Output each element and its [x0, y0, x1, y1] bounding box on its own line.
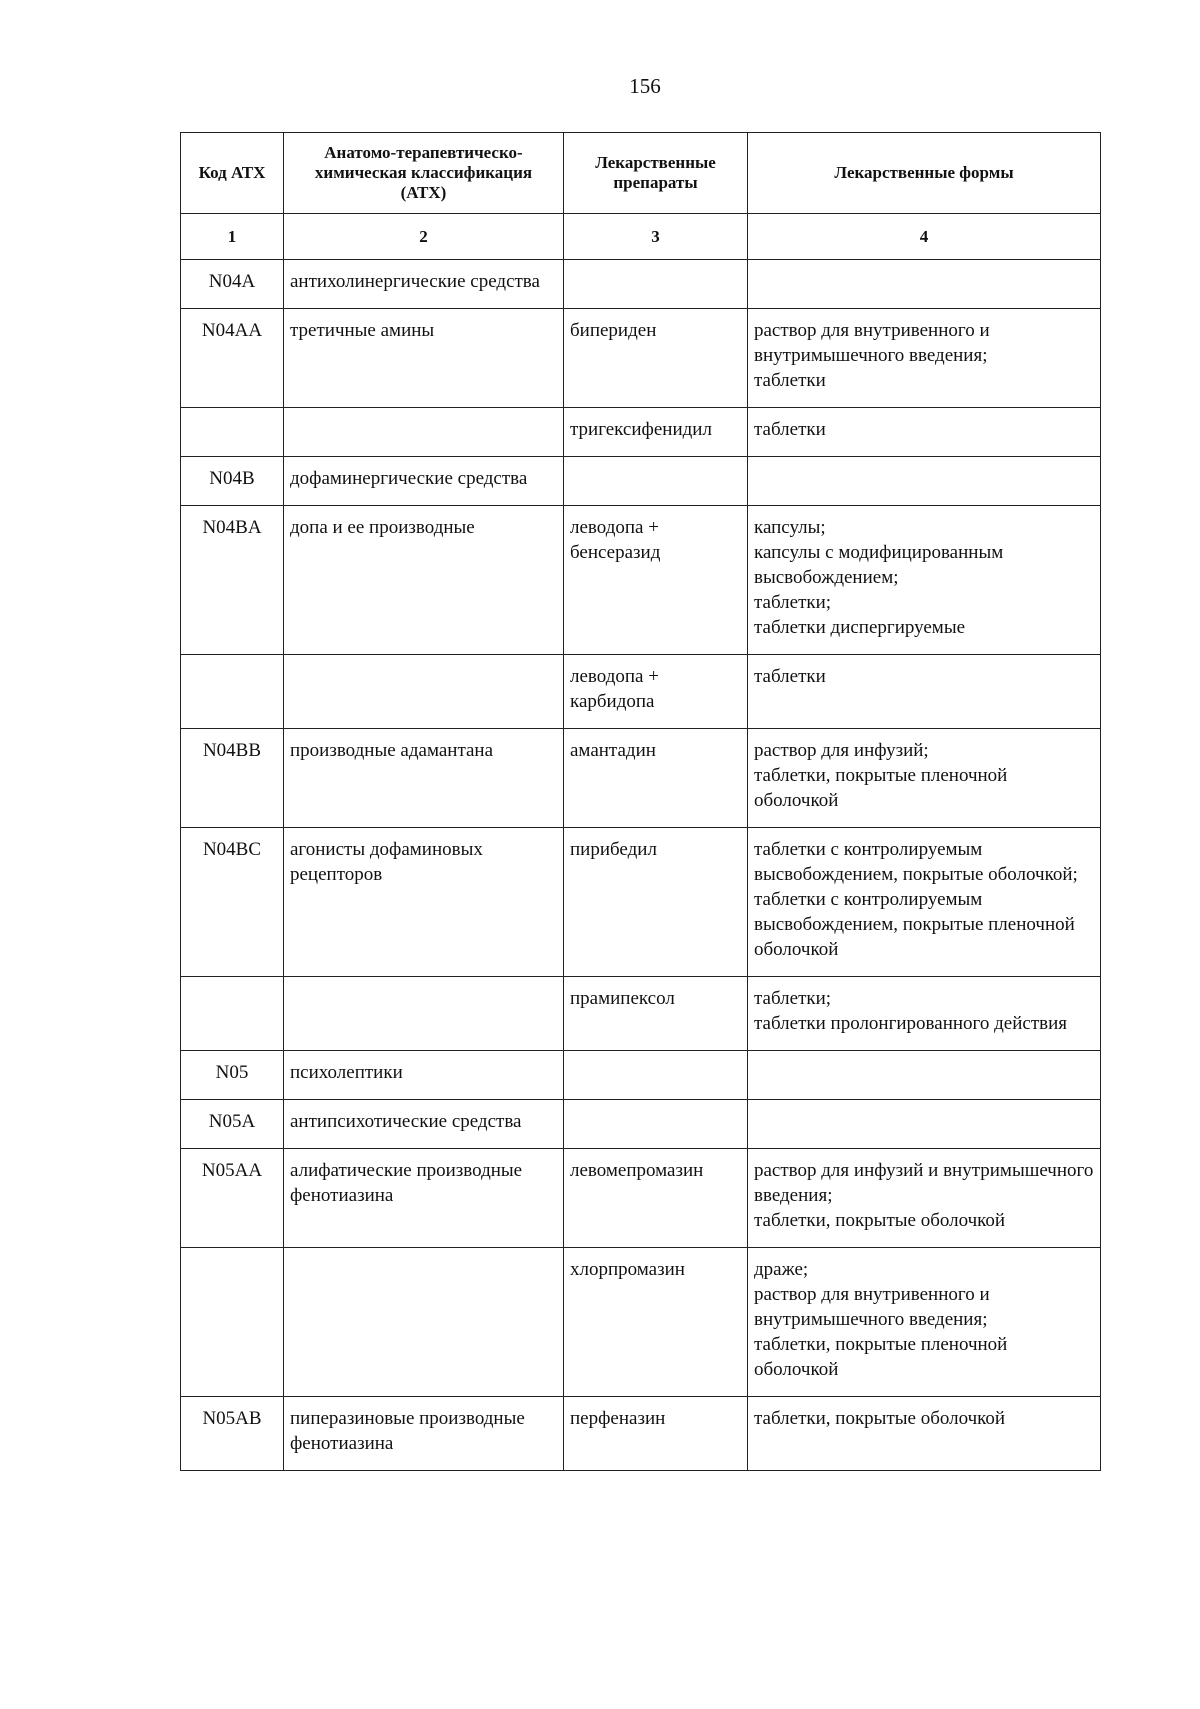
classification-cell: третичные амины	[284, 309, 564, 408]
drug-cell: хлорпромазин	[564, 1248, 748, 1397]
drug-cell: пирибедил	[564, 828, 748, 977]
dosage-form-item: раствор для внутривенного и внутримышечного введения;	[754, 1284, 990, 1330]
classification-cell	[284, 1248, 564, 1397]
table-row	[181, 309, 1101, 408]
dosage-form-item: таблетки	[754, 419, 826, 440]
atc-code-cell: N05AA	[181, 1149, 284, 1248]
atc-table	[180, 132, 1101, 1471]
table-row	[181, 1248, 1101, 1397]
atc-code-cell: N04AA	[181, 309, 284, 408]
table-row	[181, 260, 1101, 309]
drug-cell: леводопа + бенсеразид	[564, 506, 748, 655]
column-number: 3	[564, 214, 748, 260]
table-row	[181, 506, 1101, 655]
atc-code-cell	[181, 408, 284, 457]
classification-cell: пиперазиновые производные фенотиазина	[284, 1397, 564, 1471]
dosage-forms-cell	[748, 1397, 1101, 1471]
table-row	[181, 457, 1101, 506]
dosage-forms-cell	[748, 260, 1101, 309]
dosage-form-item: драже;	[754, 1259, 809, 1280]
classification-cell: дофаминергические средства	[284, 457, 564, 506]
dosage-form-item: таблетки с контролируемым высвобождением, покрытые оболочкой;	[754, 839, 1078, 885]
dosage-forms-cell	[748, 506, 1101, 655]
dosage-form-item: таблетки, покрытые оболочкой	[754, 1408, 1006, 1429]
table-row	[181, 729, 1101, 828]
classification-cell: антихолинергические средства	[284, 260, 564, 309]
dosage-form-item: таблетки с контролируемым высвобождением, покрытые пленочной оболочкой	[754, 889, 1075, 960]
atc-code-cell: N04B	[181, 457, 284, 506]
dosage-form-item: таблетки;	[754, 988, 832, 1009]
dosage-form-item: таблетки, покрытые пленочной оболочкой	[754, 1334, 1008, 1380]
atc-code-cell: N05A	[181, 1100, 284, 1149]
table-row	[181, 1397, 1101, 1471]
drug-cell	[564, 457, 748, 506]
dosage-form-item: таблетки, покрытые оболочкой	[754, 1210, 1006, 1231]
atc-code-cell: N04BB	[181, 729, 284, 828]
dosage-forms-cell	[748, 457, 1101, 506]
drug-cell: перфеназин	[564, 1397, 748, 1471]
header-atc-code: Код АТХ	[181, 133, 284, 214]
dosage-form-item: раствор для инфузий и внутримышечного введения;	[754, 1160, 1094, 1206]
drug-cell: тригексифенидил	[564, 408, 748, 457]
dosage-forms-cell	[748, 1149, 1101, 1248]
classification-cell: антипсихотические средства	[284, 1100, 564, 1149]
dosage-form-item: раствор для внутривенного и внутримышечного введения;	[754, 320, 990, 366]
table-row	[181, 1100, 1101, 1149]
dosage-forms-cell	[748, 1248, 1101, 1397]
atc-code-cell: N05AB	[181, 1397, 284, 1471]
header-drugs: Лекарственные препараты	[564, 133, 748, 214]
dosage-form-item: таблетки	[754, 370, 826, 391]
dosage-form-item: капсулы;	[754, 517, 826, 538]
dosage-form-item: таблетки	[754, 666, 826, 687]
drug-cell: леводопа + карбидопа	[564, 655, 748, 729]
classification-cell	[284, 977, 564, 1051]
dosage-form-item: таблетки диспергируемые	[754, 617, 966, 638]
header-atc-classification: Анатомо-терапевтическо-химическая классификация (АТХ)	[284, 133, 564, 214]
atc-code-cell: N04A	[181, 260, 284, 309]
atc-code-cell: N05	[181, 1051, 284, 1100]
classification-cell	[284, 408, 564, 457]
dosage-forms-cell	[748, 1051, 1101, 1100]
dosage-forms-cell	[748, 977, 1101, 1051]
dosage-forms-cell	[748, 1100, 1101, 1149]
table-body	[181, 214, 1101, 1471]
dosage-form-item: капсулы с модифицированным высвобождением;	[754, 542, 1004, 588]
atc-code-cell	[181, 1248, 284, 1397]
drug-cell: левомепромазин	[564, 1149, 748, 1248]
classification-cell: допа и ее производные	[284, 506, 564, 655]
atc-code-cell	[181, 977, 284, 1051]
table-row	[181, 977, 1101, 1051]
dosage-forms-cell	[748, 828, 1101, 977]
dosage-form-item: таблетки, покрытые пленочной оболочкой	[754, 765, 1008, 811]
atc-code-cell: N04BC	[181, 828, 284, 977]
drug-cell	[564, 1100, 748, 1149]
atc-code-cell: N04BA	[181, 506, 284, 655]
dosage-forms-cell	[748, 655, 1101, 729]
atc-code-cell	[181, 655, 284, 729]
header-dosage-forms: Лекарственные формы	[748, 133, 1101, 214]
classification-cell: производные адамантана	[284, 729, 564, 828]
column-number: 2	[284, 214, 564, 260]
dosage-forms-cell	[748, 729, 1101, 828]
drug-cell: бипериден	[564, 309, 748, 408]
page-number: 156	[629, 74, 661, 98]
drug-cell: прамипексол	[564, 977, 748, 1051]
classification-cell: психолептики	[284, 1051, 564, 1100]
table-row	[181, 828, 1101, 977]
dosage-forms-cell	[748, 309, 1101, 408]
dosage-forms-cell	[748, 408, 1101, 457]
table-header	[181, 133, 1101, 214]
dosage-form-item: раствор для инфузий;	[754, 740, 929, 761]
drug-cell: амантадин	[564, 729, 748, 828]
column-number: 4	[748, 214, 1101, 260]
dosage-form-item: таблетки;	[754, 592, 832, 613]
dosage-form-item: таблетки пролонгированного действия	[754, 1013, 1067, 1034]
classification-cell	[284, 655, 564, 729]
classification-cell: агонисты дофаминовых рецепторов	[284, 828, 564, 977]
table-row	[181, 1051, 1101, 1100]
column-number: 1	[181, 214, 284, 260]
drug-cell	[564, 260, 748, 309]
classification-cell: алифатические производные фенотиазина	[284, 1149, 564, 1248]
table-row	[181, 655, 1101, 729]
table-row	[181, 1149, 1101, 1248]
table-row	[181, 408, 1101, 457]
column-number-row	[181, 214, 1101, 260]
drug-cell	[564, 1051, 748, 1100]
